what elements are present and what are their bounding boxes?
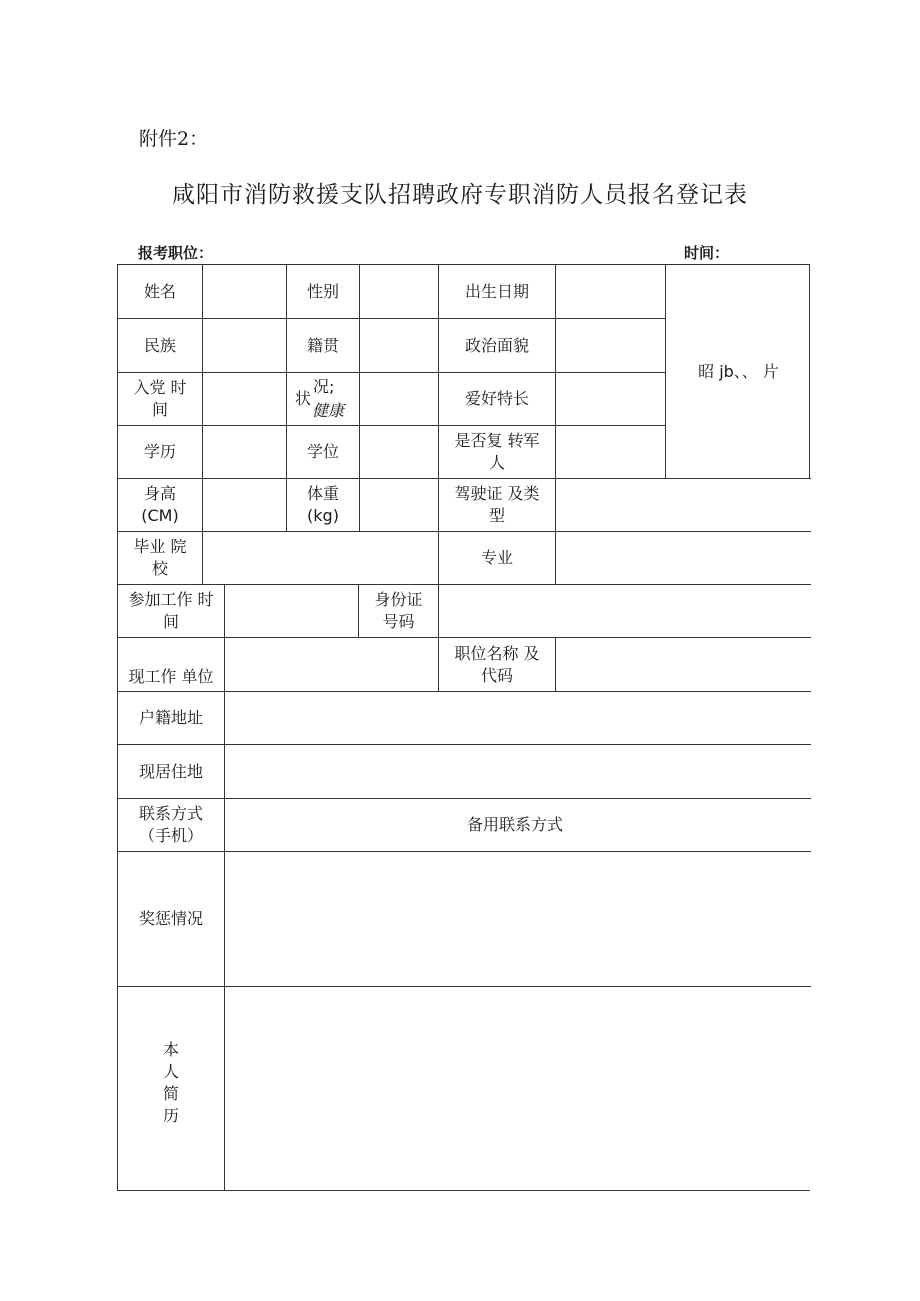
political-status-label: 政治面貌 <box>439 319 556 373</box>
registration-form-table <box>117 264 810 1191</box>
rewards-field[interactable] <box>225 852 811 987</box>
ethnicity-label: 民族 <box>118 319 203 373</box>
attachment-label: 附件2： <box>139 128 209 150</box>
work-start-field[interactable] <box>225 585 359 638</box>
weight-label: 体重 (kg) <box>287 479 360 532</box>
political-status-field[interactable] <box>556 319 666 373</box>
veteran-field[interactable] <box>556 426 666 479</box>
native-place-field[interactable] <box>360 319 439 373</box>
phone-label: 联系方式 （手机） <box>118 799 225 852</box>
resume-field[interactable] <box>225 987 811 1190</box>
position-label: 报考职位： <box>138 244 214 262</box>
form-title: 咸阳市消防救援支队招聘政府专职消防人员报名登记表 <box>172 182 748 208</box>
license-field[interactable] <box>556 479 811 532</box>
birth-date-field[interactable] <box>556 265 666 319</box>
degree-field[interactable] <box>360 426 439 479</box>
job-title-field[interactable] <box>556 638 811 692</box>
current-unit-label: 现工作 单位 <box>118 638 225 692</box>
id-number-label: 身份证 号码 <box>359 585 439 638</box>
native-place-label: 籍贯 <box>287 319 360 373</box>
gender-label: 性别 <box>287 265 360 319</box>
major-field[interactable] <box>556 532 811 585</box>
major-label: 专业 <box>439 532 556 585</box>
school-label: 毕业 院 校 <box>118 532 203 585</box>
name-label: 姓名 <box>118 265 203 319</box>
hobbies-field[interactable] <box>556 373 666 426</box>
degree-label: 学位 <box>287 426 360 479</box>
residence-field[interactable] <box>225 745 811 799</box>
education-label: 学历 <box>118 426 203 479</box>
time-label: 时间： <box>684 244 730 262</box>
weight-field[interactable] <box>360 479 439 532</box>
health-status-label: 况; 状 健康 <box>287 373 360 426</box>
height-label: 身高 (CM) <box>118 479 203 532</box>
hobbies-label: 爱好特长 <box>439 373 556 426</box>
name-field[interactable] <box>203 265 287 319</box>
education-field[interactable] <box>203 426 287 479</box>
current-unit-field[interactable] <box>225 638 439 692</box>
residence-label: 现居住地 <box>118 745 225 799</box>
household-label: 户籍地址 <box>118 692 225 745</box>
job-title-label: 职位名称 及 代码 <box>439 638 556 692</box>
birth-date-label: 出生日期 <box>439 265 556 319</box>
party-date-field[interactable] <box>203 373 287 426</box>
photo-area[interactable]: 昭 jb、、 片 <box>666 265 811 479</box>
rewards-label: 奖惩情况 <box>118 852 225 987</box>
backup-contact-field[interactable]: 备用联系方式 <box>225 799 811 852</box>
veteran-label: 是否复 转军 人 <box>439 426 556 479</box>
health-status-field[interactable] <box>360 373 439 426</box>
gender-field[interactable] <box>360 265 439 319</box>
work-start-label: 参加工作 时 间 <box>118 585 225 638</box>
license-label: 驾驶证 及类 型 <box>439 479 556 532</box>
id-number-field[interactable] <box>439 585 811 638</box>
household-field[interactable] <box>225 692 811 745</box>
height-field[interactable] <box>203 479 287 532</box>
resume-label: 本 人 简 历 <box>118 987 225 1190</box>
ethnicity-field[interactable] <box>203 319 287 373</box>
school-field[interactable] <box>203 532 439 585</box>
party-date-label: 入党 时 间 <box>118 373 203 426</box>
